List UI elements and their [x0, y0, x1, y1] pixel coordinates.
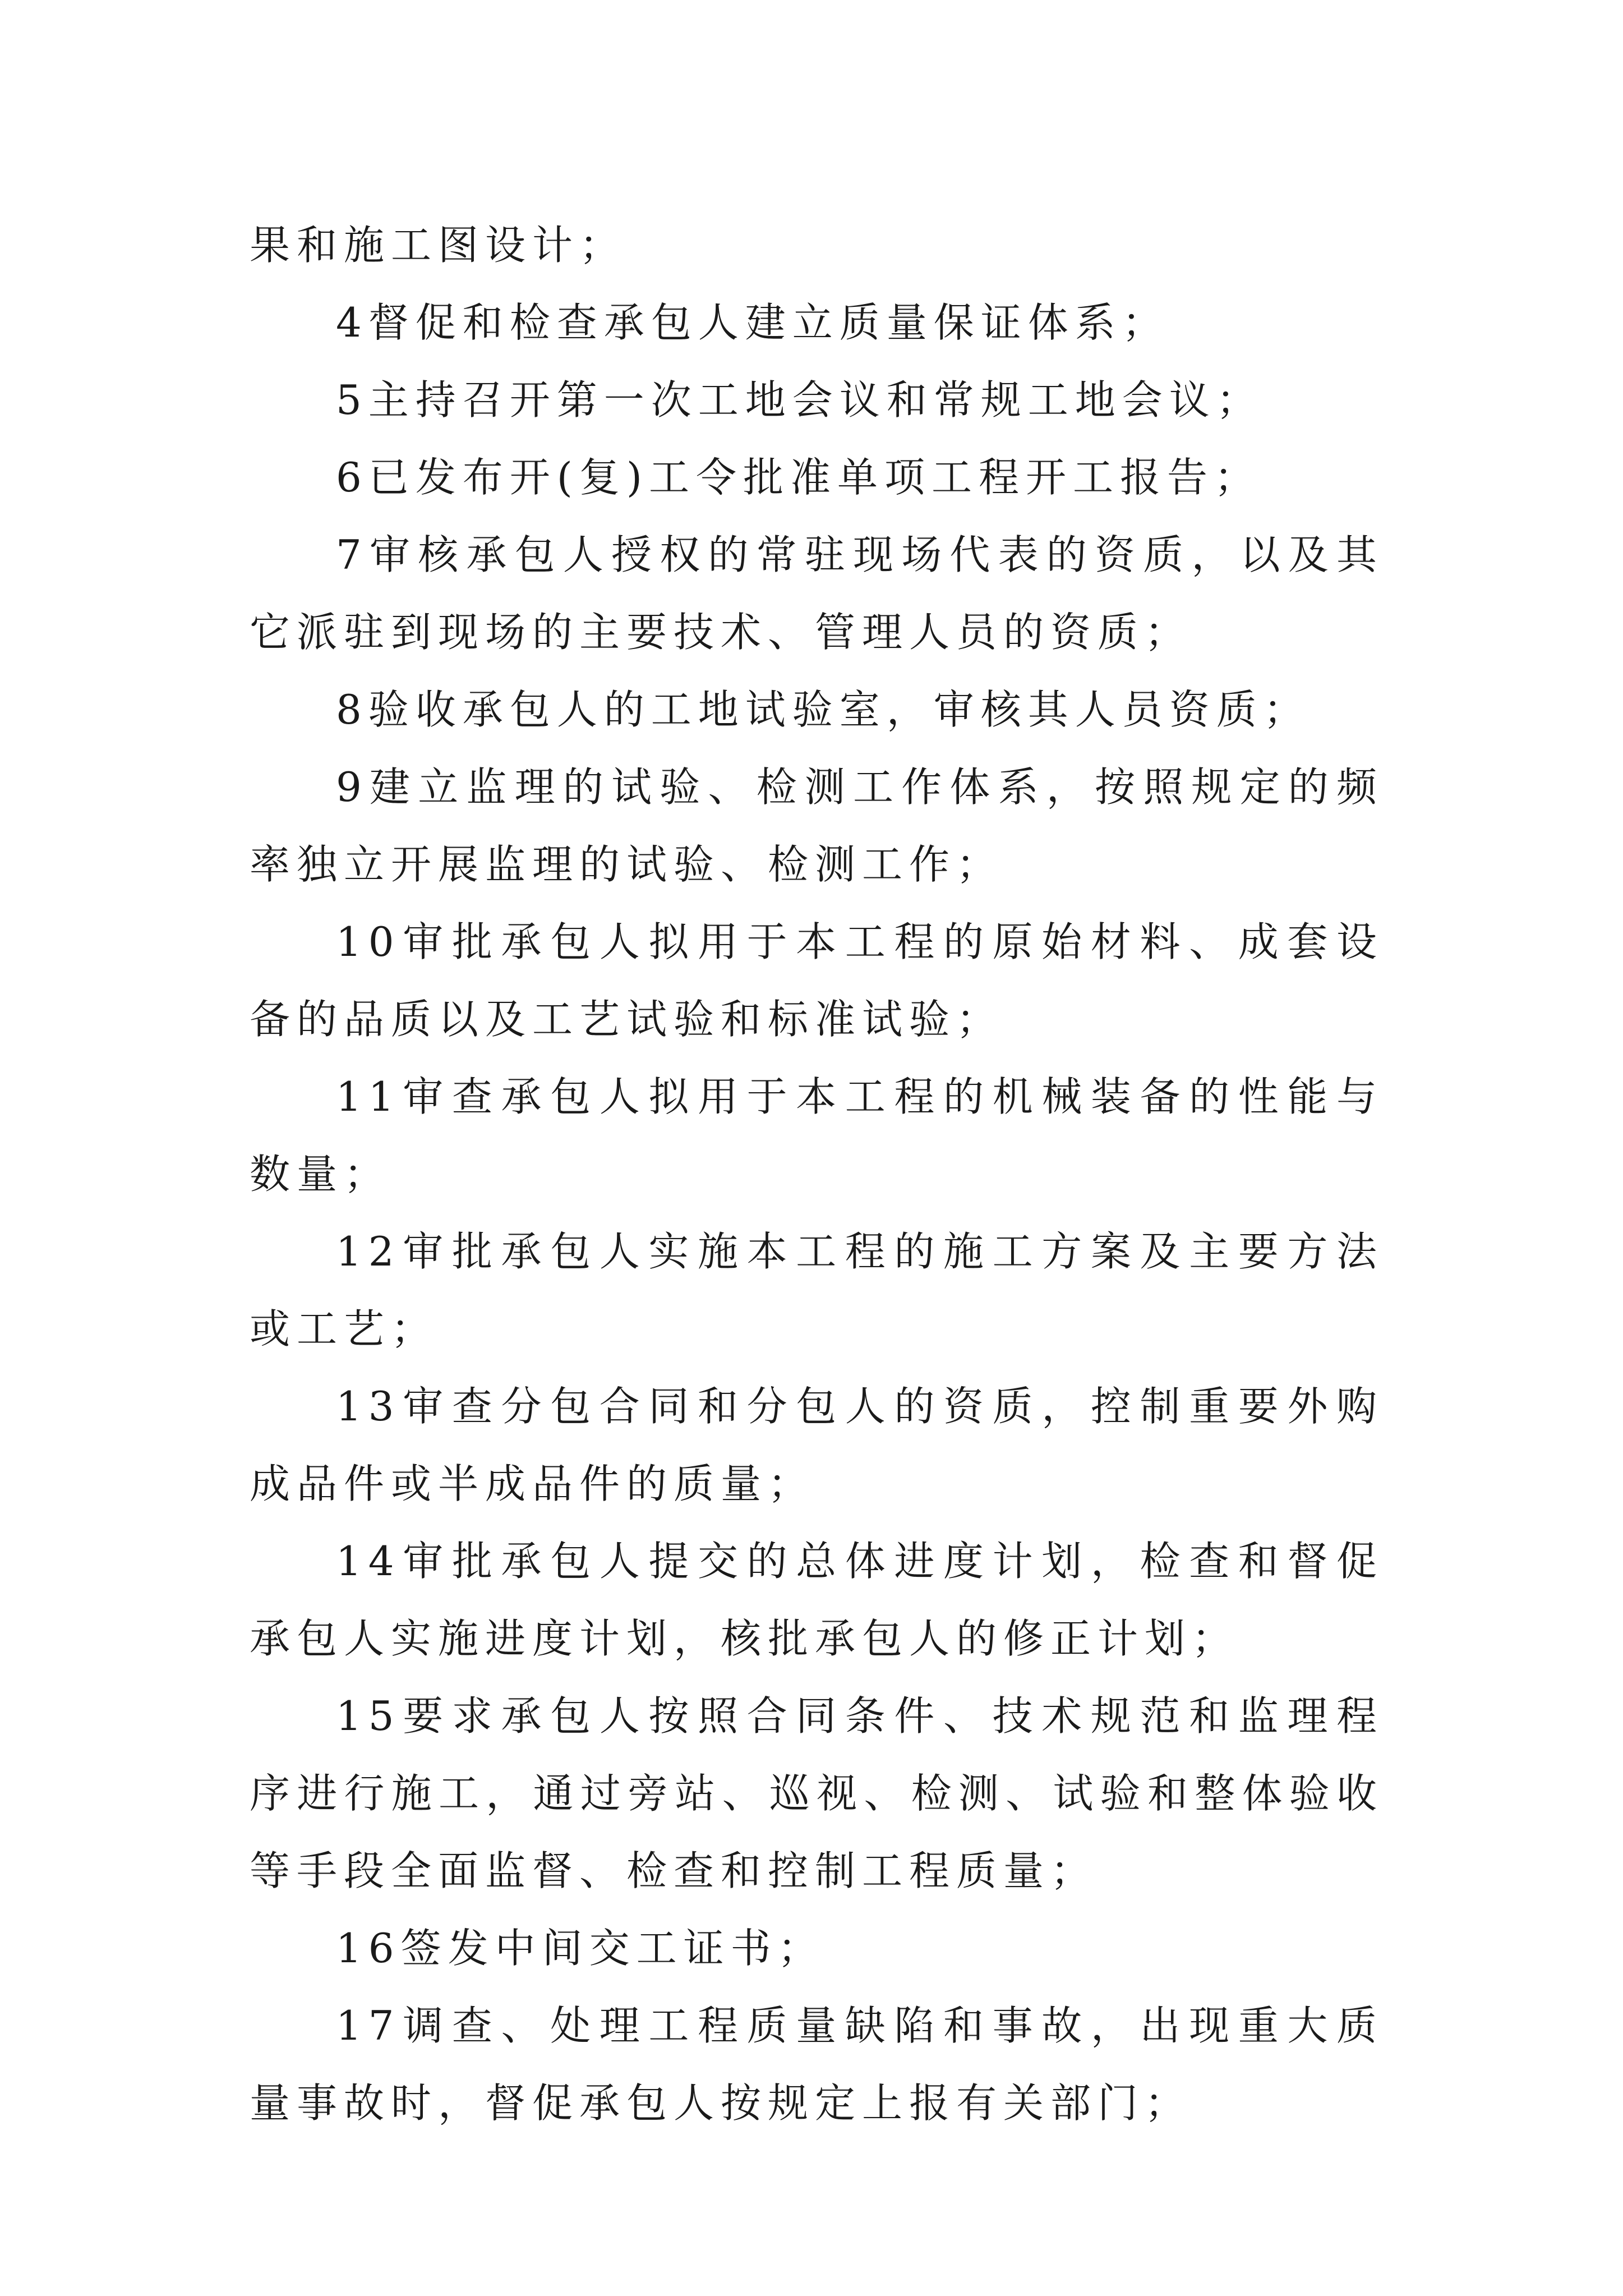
paragraph-item-17: 17调查、处理工程质量缺陷和事故，出现重大质量事故时，督促承包人按规定上报有关部门；: [250, 2002, 1384, 2127]
paragraph-item-13: 13审查分包合同和分包人的资质，控制重要外购成品件或半成品件的质量；: [250, 1383, 1384, 1507]
paragraph-item-16: 16签发中间交工证书；: [336, 1925, 825, 1972]
paragraph-item-8: 8验收承包人的工地试验室，审核其人员资质；: [336, 686, 1311, 733]
paragraph-item-9: 9建立监理的试验、检测工作体系，按照规定的频率独立开展监理的试验、检测工作；: [250, 763, 1384, 888]
paragraph-item-10: 10审批承包人拟用于本工程的原始材料、成套设备的品质以及工艺试验和标准试验；: [250, 918, 1384, 1043]
paragraph-item-11: 11审查承包人拟用于本工程的机械装备的性能与数量；: [250, 1073, 1384, 1198]
document-body: [250, 206, 1384, 2142]
paragraph-item-12: 12审批承包人实施本工程的施工方案及主要方法或工艺；: [250, 1228, 1384, 1352]
paragraph-item-6: 6已发布开(复)工令批准单项工程开工报告；: [336, 454, 1261, 501]
paragraph-continuation: 果和施工图设计；: [250, 222, 627, 269]
paragraph-item-5: 5主持召开第一次工地会议和常规工地会议；: [336, 376, 1264, 424]
paragraph-item-15: 15要求承包人按照合同条件、技术规范和监理程序进行施工，通过旁站、巡视、检测、试验和整体验收等手段全面监督、检查和控制工程质量；: [250, 1692, 1384, 1894]
paragraph-item-7: 7审核承包人授权的常驻现场代表的资质，以及其它派驻到现场的主要技术、管理人员的资质；: [250, 531, 1384, 656]
paragraph-item-4: 4督促和检查承包人建立质量保证体系；: [336, 299, 1169, 346]
paragraph-item-14: 14审批承包人提交的总体进度计划，检查和督促承包人实施进度计划，核批承包人的修正计划；: [250, 1538, 1384, 1662]
